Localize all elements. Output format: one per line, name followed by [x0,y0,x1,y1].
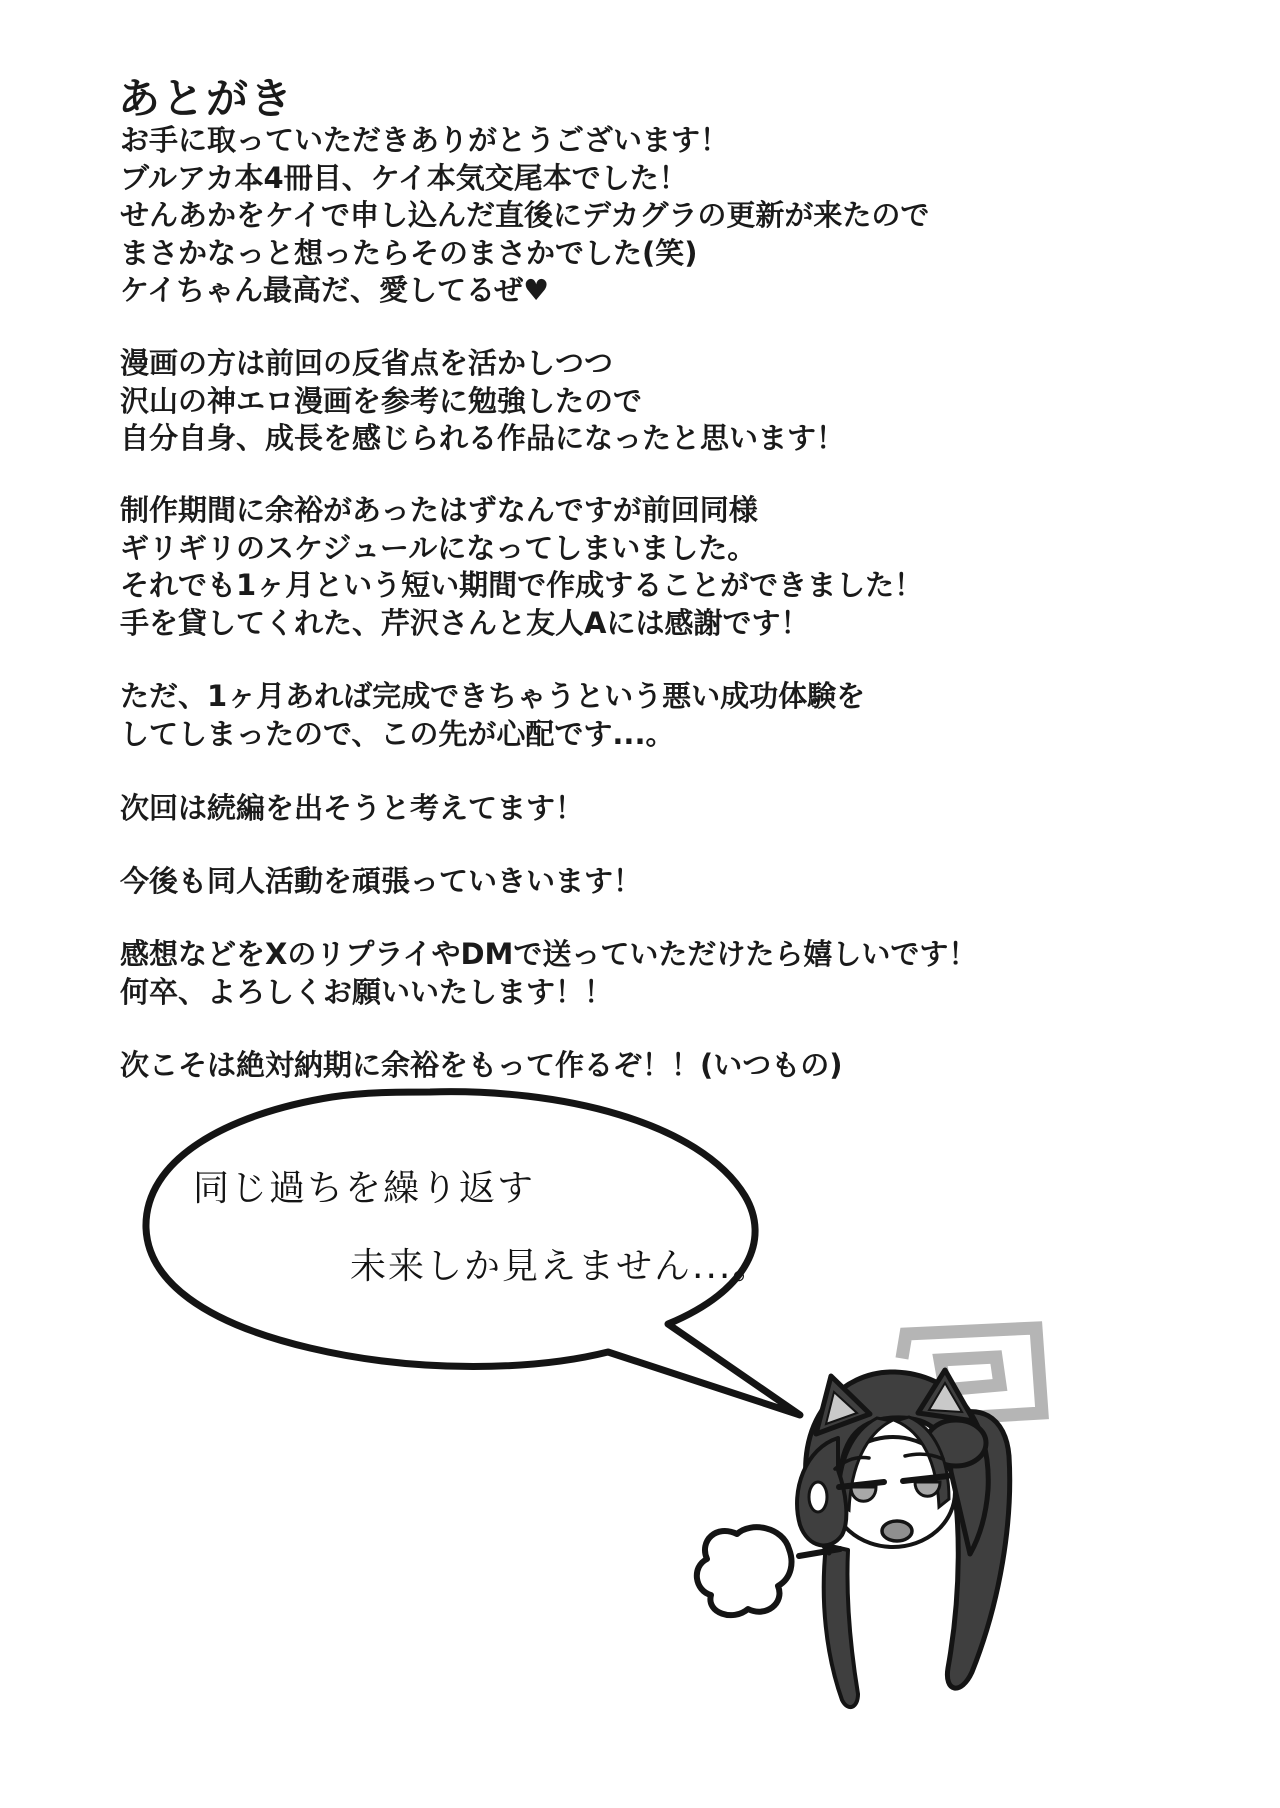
text-line: ケイちゃん最高だ、愛してるぜ♥ [120,273,550,307]
text-line: 次こそは絶対納期に余裕をもって作るぞ！！(いつもの) [120,1048,843,1082]
pupil-left [851,1487,876,1501]
text-line: ブルアカ本4冊目、ケイ本気交尾本でした！ [120,160,688,195]
text-line: お手に取っていただきありがとうございます！ [120,123,730,157]
text-line: 制作期間に余裕があったはずなんですが前回同様 [120,493,758,527]
mouth [882,1521,912,1541]
text-line: 手を貸してくれた、芹沢さんと友人Aには感謝です！ [120,605,810,640]
side-strand-hair [824,1545,858,1707]
text-line: 漫画の方は前回の反省点を活かしつつ [120,346,614,380]
text-line: 今後も同人活動を頑張っていきいます！ [120,864,643,898]
pupil-right [915,1482,940,1496]
speech-bubble-text-line2: 未来しか見えません...。 [350,1246,771,1287]
text-line: 次回は続編を出そうと考えてます！ [120,791,585,825]
text-line: 沢山の神エロ漫画を参考に勉強したので [120,383,643,418]
text-line: 何卒、よろしくお願いいたします！！ [120,974,614,1009]
speech-bubble-text-line1: 同じ過ちを繰り返す [193,1168,536,1209]
text-line: 感想などをXのリプライやDMで送っていただけたら嬉しいです！ [120,937,978,971]
sigh-puff-icon [697,1527,792,1615]
hair-loop-hole [809,1482,827,1512]
text-line: せんあかをケイで申し込んだ直後にデカグラの更新が来たので [120,198,930,232]
text-line: 自分自身、成長を感じられる作品になったと思います！ [120,421,846,455]
text-line: ただ、1ヶ月あれば完成できちゃうという悪い成功体験を [120,679,866,713]
text-line: まさかなっと想ったらそのまさかでした(笑) [120,235,698,270]
page-title: あとがき [118,74,295,123]
text-line: ギリギリのスケジュールになってしまいました。 [120,530,757,565]
text-line: してしまったので、この先が心配です...。 [120,716,675,751]
text-line: それでも1ヶ月という短い期間で作成することができました！ [120,568,924,602]
